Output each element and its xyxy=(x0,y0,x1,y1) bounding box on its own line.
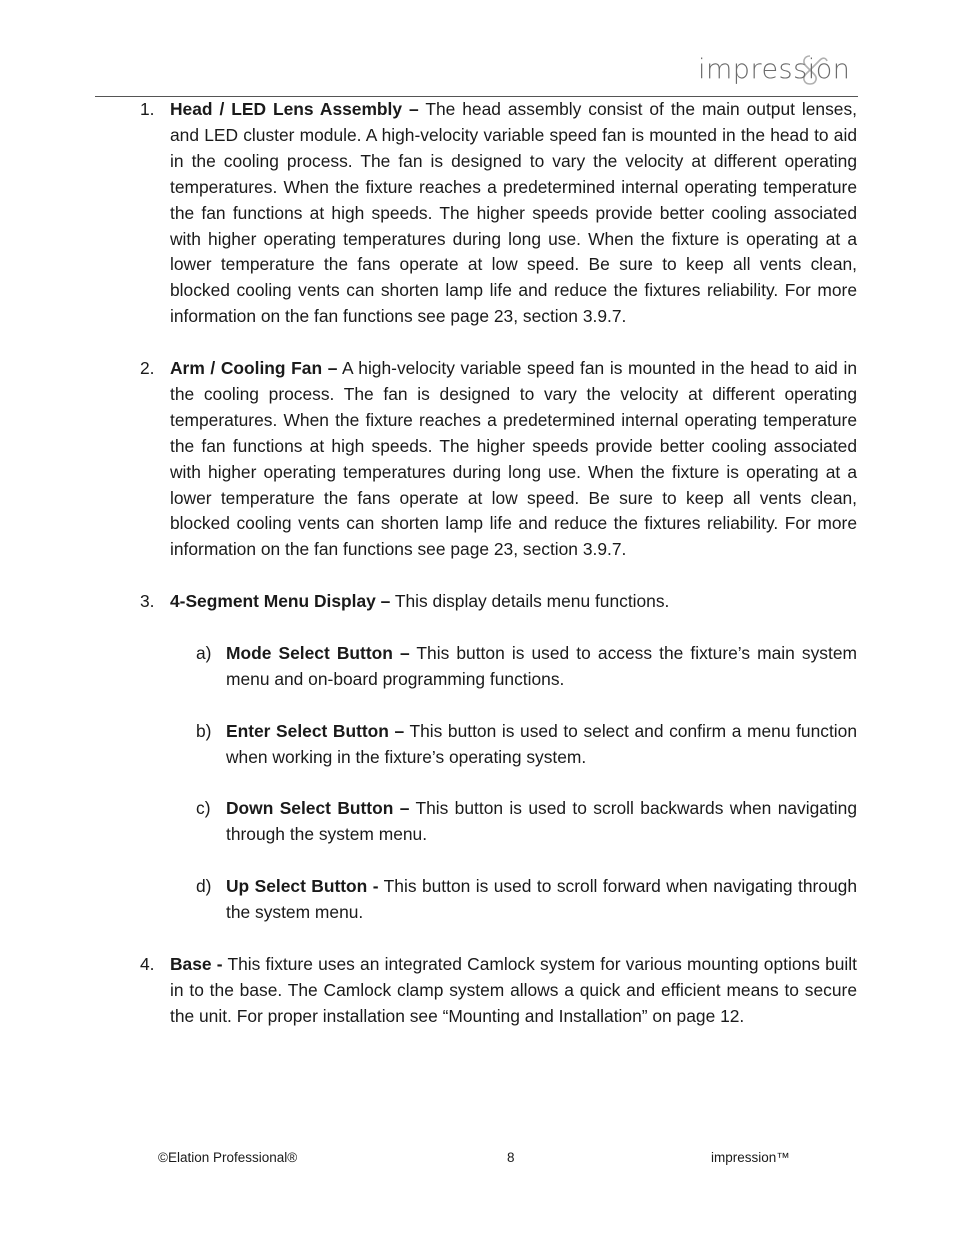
sub-item-letter: b) xyxy=(196,720,212,741)
item-title: 4-Segment Menu Display – xyxy=(170,591,391,612)
item-title: Head / LED Lens Assembly – xyxy=(170,99,419,119)
item-title: Base - xyxy=(170,953,223,974)
brand-logo xyxy=(690,50,860,100)
list-item xyxy=(140,589,857,615)
sub-item-letter: c) xyxy=(196,798,211,819)
sub-item-text: This button is used to access the fixture’s main system menu and on-board programming functions. xyxy=(226,642,857,689)
document-body xyxy=(140,97,857,1055)
list-item xyxy=(140,97,857,330)
list-item xyxy=(140,952,857,1030)
item-text: This fixture uses an integrated Camlock system for various mounting options built in to the base. The Camlock clamp system allows a quick and efficient means to secure the unit. For proper installation see “Mounting and Installation” on page 12. xyxy=(170,953,857,1026)
footer-product: impression™ xyxy=(711,1150,790,1165)
sub-item-letter: d) xyxy=(196,876,212,897)
sub-list-item xyxy=(196,719,857,771)
item-text: A high-velocity variable speed fan is mounted in the head to aid in the cooling process. The fan is designed to vary the velocity at different operating temperatures. When the fixture reaches a predetermined internal operating temperature the fan functions at high speeds. The higher speeds provide better cooling associated with higher operating temperatures during long use. When the fixture is operating at a lower temperature the fans operate at low speed. Be sure to keep all vents clean, blocked cooling vents can shorten lamp life and reduce the fixtures reliability. For more information on the fan functions see page 23, section 3.9.7. xyxy=(170,358,857,560)
sub-list-item xyxy=(196,796,857,848)
sub-item-text: This button is used to select and confirm a menu function when working in the fixture’s operating system. xyxy=(226,720,857,767)
page-number: 8 xyxy=(507,1150,515,1165)
sub-item-title: Down Select Button – xyxy=(226,798,410,819)
sub-item-letter: a) xyxy=(196,642,212,663)
sub-list-item xyxy=(196,874,857,926)
sub-item-title: Enter Select Button – xyxy=(226,720,405,741)
footer-copyright: ©Elation Professional® xyxy=(158,1150,298,1165)
sub-item-title: Up Select Button - xyxy=(226,876,379,897)
item-text: This display details menu functions. xyxy=(390,591,670,612)
item-title: Arm / Cooling Fan – xyxy=(170,358,338,379)
item-number: 3. xyxy=(140,591,155,612)
item-number: 2. xyxy=(140,358,155,379)
sub-item-title: Mode Select Button – xyxy=(226,642,410,663)
sub-item-text: This button is used to scroll backwards when navigating through the system menu. xyxy=(226,798,858,845)
sub-list-item xyxy=(196,641,857,693)
sub-item-text: This button is used to scroll forward when navigating through the system menu. xyxy=(226,876,857,922)
item-number: 1. xyxy=(140,99,155,119)
item-text: The head assembly consist of the main output lenses, and LED cluster module. A high-velocity variable speed fan is mounted in the head to aid in the cooling process. The fan is designed to vary the velocity at different operating temperatures. When the fixture reaches a predetermined internal operating temperature the fan functions at high speeds. The higher speeds provide better cooling associated with higher operating temperatures during long use. When the fixture is operating at a lower temperature the fans operate at low speed. Be sure to keep all vents clean, blocked cooling vents can shorten lamp life and reduce the fixtures reliability. For more information on the fan functions see page 23, section 3.9.7. xyxy=(170,99,857,327)
item-number: 4. xyxy=(140,953,155,974)
logo-wordmark: impression xyxy=(698,54,851,85)
list-item xyxy=(140,356,857,563)
